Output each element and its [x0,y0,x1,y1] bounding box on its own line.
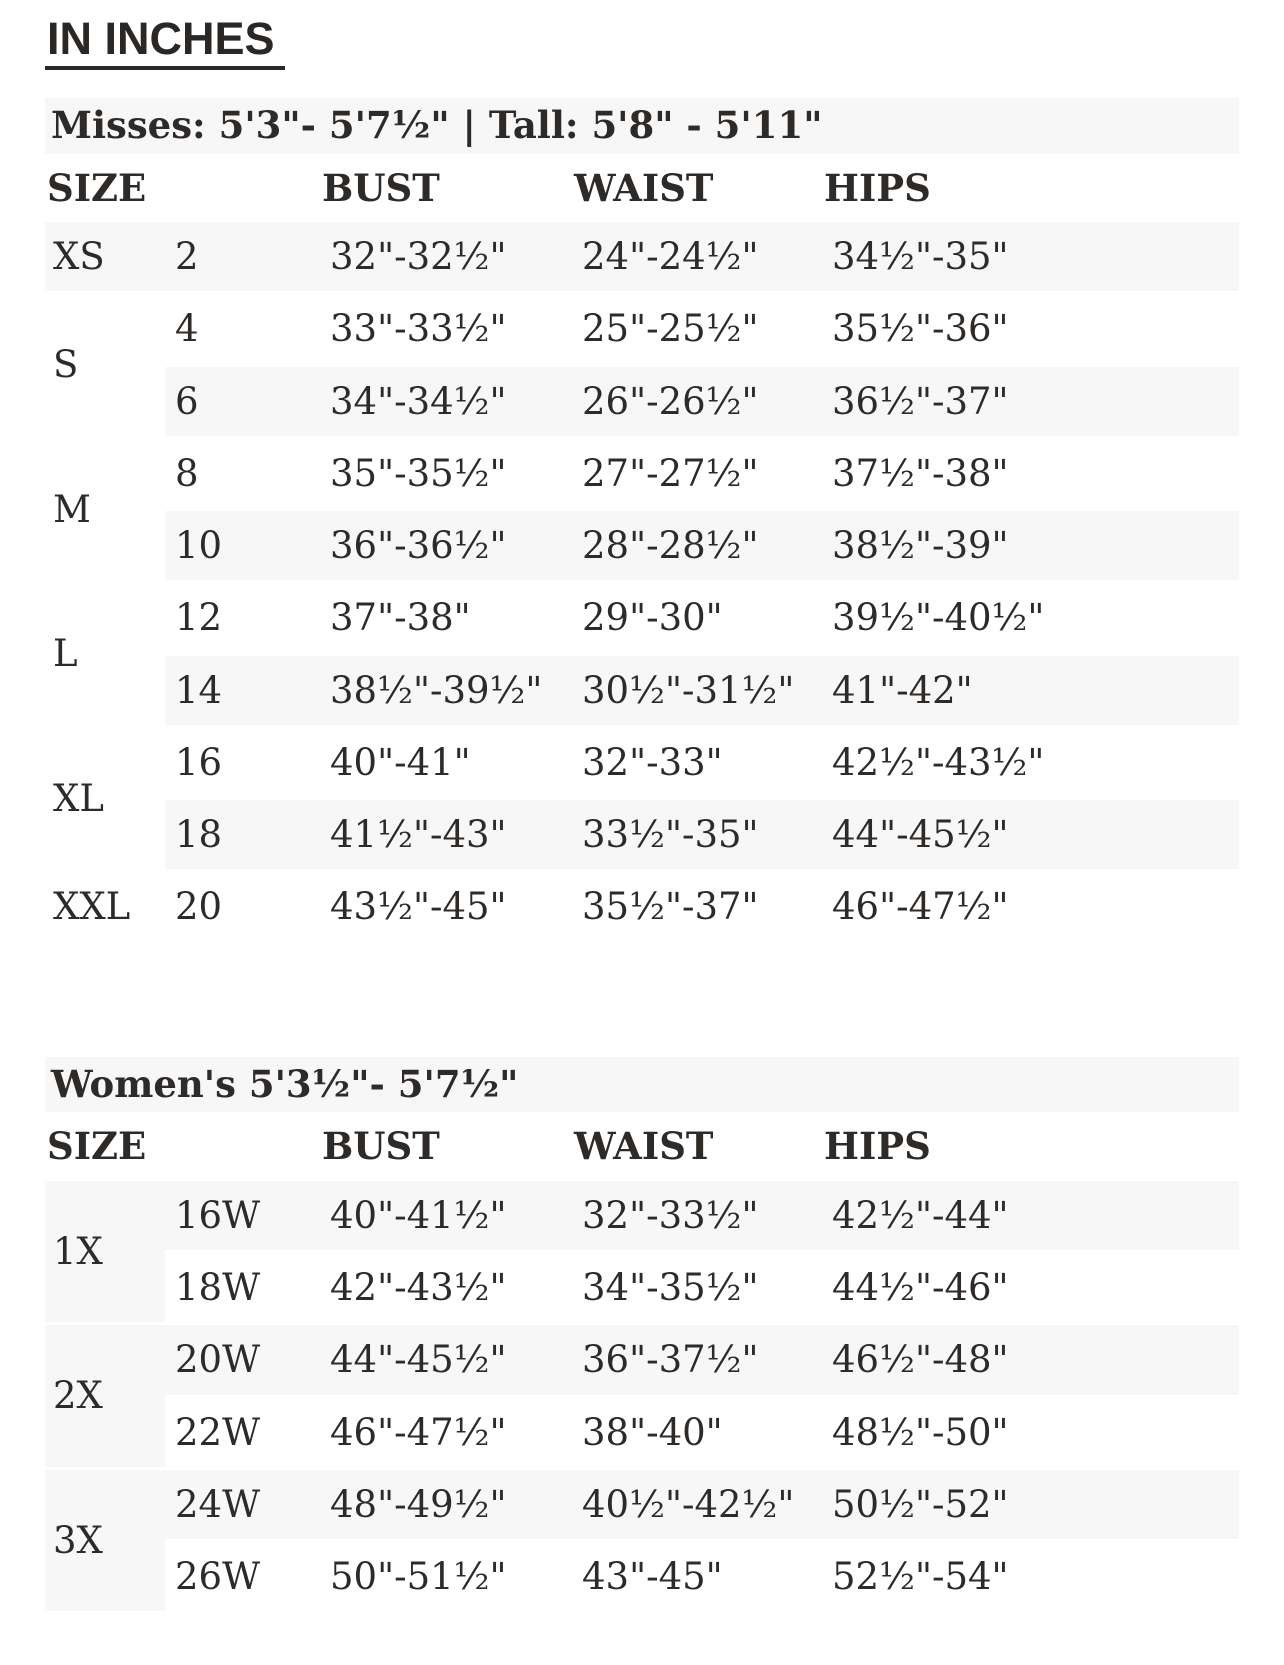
bust-cell: 44"-45½" [320,1325,572,1394]
bust-cell: 46"-47½" [320,1398,572,1467]
size-group-label: S [45,294,165,436]
hips-cell: 34½"-35" [822,222,1239,291]
waist-cell: 34"-35½" [572,1253,822,1322]
table-row [45,728,1239,797]
size-cell: 18W [165,1253,320,1322]
page-title: IN INCHES [45,16,285,70]
bust-cell: 42"-43½" [320,1253,572,1322]
size-cell: 26W [165,1542,320,1611]
size-group-label: L [45,583,165,725]
size-cell: 14 [165,656,320,725]
table-row [45,1253,1239,1322]
hips-cell: 44½"-46" [822,1253,1239,1322]
table-row [45,872,1239,941]
waist-cell: 32"-33½" [572,1181,822,1250]
waist-cell: 27"-27½" [572,439,822,508]
bust-cell: 34"-34½" [320,367,572,436]
size-cell: 16W [165,1181,320,1250]
size-group-label: XS [45,222,165,291]
table-row [45,1181,1239,1250]
waist-cell: 24"-24½" [572,222,822,291]
size-group-label: 2X [45,1325,165,1467]
column-header-waist: WAIST [572,157,822,219]
size-cell: 16 [165,728,320,797]
hips-cell: 41"-42" [822,656,1239,725]
hips-cell: 37½"-38" [822,439,1239,508]
hips-cell: 42½"-43½" [822,728,1239,797]
size-group-label: 3X [45,1470,165,1612]
misses-height-range-subtitle: Misses: 5'3"- 5'7½" | Tall: 5'8" - 5'11" [45,98,1239,154]
bust-cell: 35"-35½" [320,439,572,508]
hips-cell: 52½"-54" [822,1542,1239,1611]
table-row [45,511,1239,580]
waist-cell: 28"-28½" [572,511,822,580]
column-header-hips: HIPS [822,1115,1239,1177]
bust-cell: 40"-41½" [320,1181,572,1250]
bust-cell: 36"-36½" [320,511,572,580]
hips-cell: 42½"-44" [822,1181,1239,1250]
column-header-bust: BUST [320,157,572,219]
womens-size-table [45,1112,1239,1614]
hips-cell: 48½"-50" [822,1398,1239,1467]
size-cell: 6 [165,367,320,436]
hips-cell: 50½"-52" [822,1470,1239,1539]
waist-cell: 40½"-42½" [572,1470,822,1539]
size-cell: 22W [165,1398,320,1467]
table-row [45,439,1239,508]
size-group-label: XXL [45,872,165,941]
waist-cell: 38"-40" [572,1398,822,1467]
size-cell: 8 [165,439,320,508]
waist-cell: 25"-25½" [572,294,822,363]
bust-cell: 43½"-45" [320,872,572,941]
misses-section [45,98,1239,945]
size-cell: 10 [165,511,320,580]
table-row [45,367,1239,436]
hips-cell: 46½"-48" [822,1325,1239,1394]
bust-cell: 48"-49½" [320,1470,572,1539]
hips-cell: 35½"-36" [822,294,1239,363]
table-row [45,583,1239,652]
table-row [45,1470,1239,1539]
bust-cell: 33"-33½" [320,294,572,363]
hips-cell: 46"-47½" [822,872,1239,941]
table-row [45,294,1239,363]
waist-cell: 30½"-31½" [572,656,822,725]
column-header-bust: BUST [320,1115,572,1177]
hips-cell: 44"-45½" [822,800,1239,869]
table-row [45,222,1239,291]
table-row [45,656,1239,725]
waist-cell: 33½"-35" [572,800,822,869]
size-cell: 24W [165,1470,320,1539]
waist-cell: 29"-30" [572,583,822,652]
bust-cell: 38½"-39½" [320,656,572,725]
bust-cell: 32"-32½" [320,222,572,291]
hips-cell: 38½"-39" [822,511,1239,580]
waist-cell: 26"-26½" [572,367,822,436]
size-group-label: XL [45,728,165,870]
column-header-size: SIZE [45,157,320,219]
womens-section [45,1057,1239,1615]
waist-cell: 43"-45" [572,1542,822,1611]
hips-cell: 36½"-37" [822,367,1239,436]
size-group-label: M [45,439,165,581]
size-cell: 18 [165,800,320,869]
waist-cell: 36"-37½" [572,1325,822,1394]
table-row [45,1398,1239,1467]
size-cell: 12 [165,583,320,652]
table-row [45,1542,1239,1611]
size-cell: 20 [165,872,320,941]
misses-header-row [45,157,1239,219]
womens-header-row [45,1115,1239,1177]
bust-cell: 41½"-43" [320,800,572,869]
size-cell: 2 [165,222,320,291]
misses-size-table [45,154,1239,945]
bust-cell: 37"-38" [320,583,572,652]
hips-cell: 39½"-40½" [822,583,1239,652]
waist-cell: 35½"-37" [572,872,822,941]
table-row [45,1325,1239,1394]
womens-height-range-subtitle: Women's 5'3½"- 5'7½" [45,1057,1239,1113]
size-cell: 20W [165,1325,320,1394]
table-row [45,800,1239,869]
size-cell: 4 [165,294,320,363]
bust-cell: 40"-41" [320,728,572,797]
waist-cell: 32"-33" [572,728,822,797]
column-header-waist: WAIST [572,1115,822,1177]
column-header-size: SIZE [45,1115,320,1177]
bust-cell: 50"-51½" [320,1542,572,1611]
size-group-label: 1X [45,1181,165,1323]
column-header-hips: HIPS [822,157,1239,219]
